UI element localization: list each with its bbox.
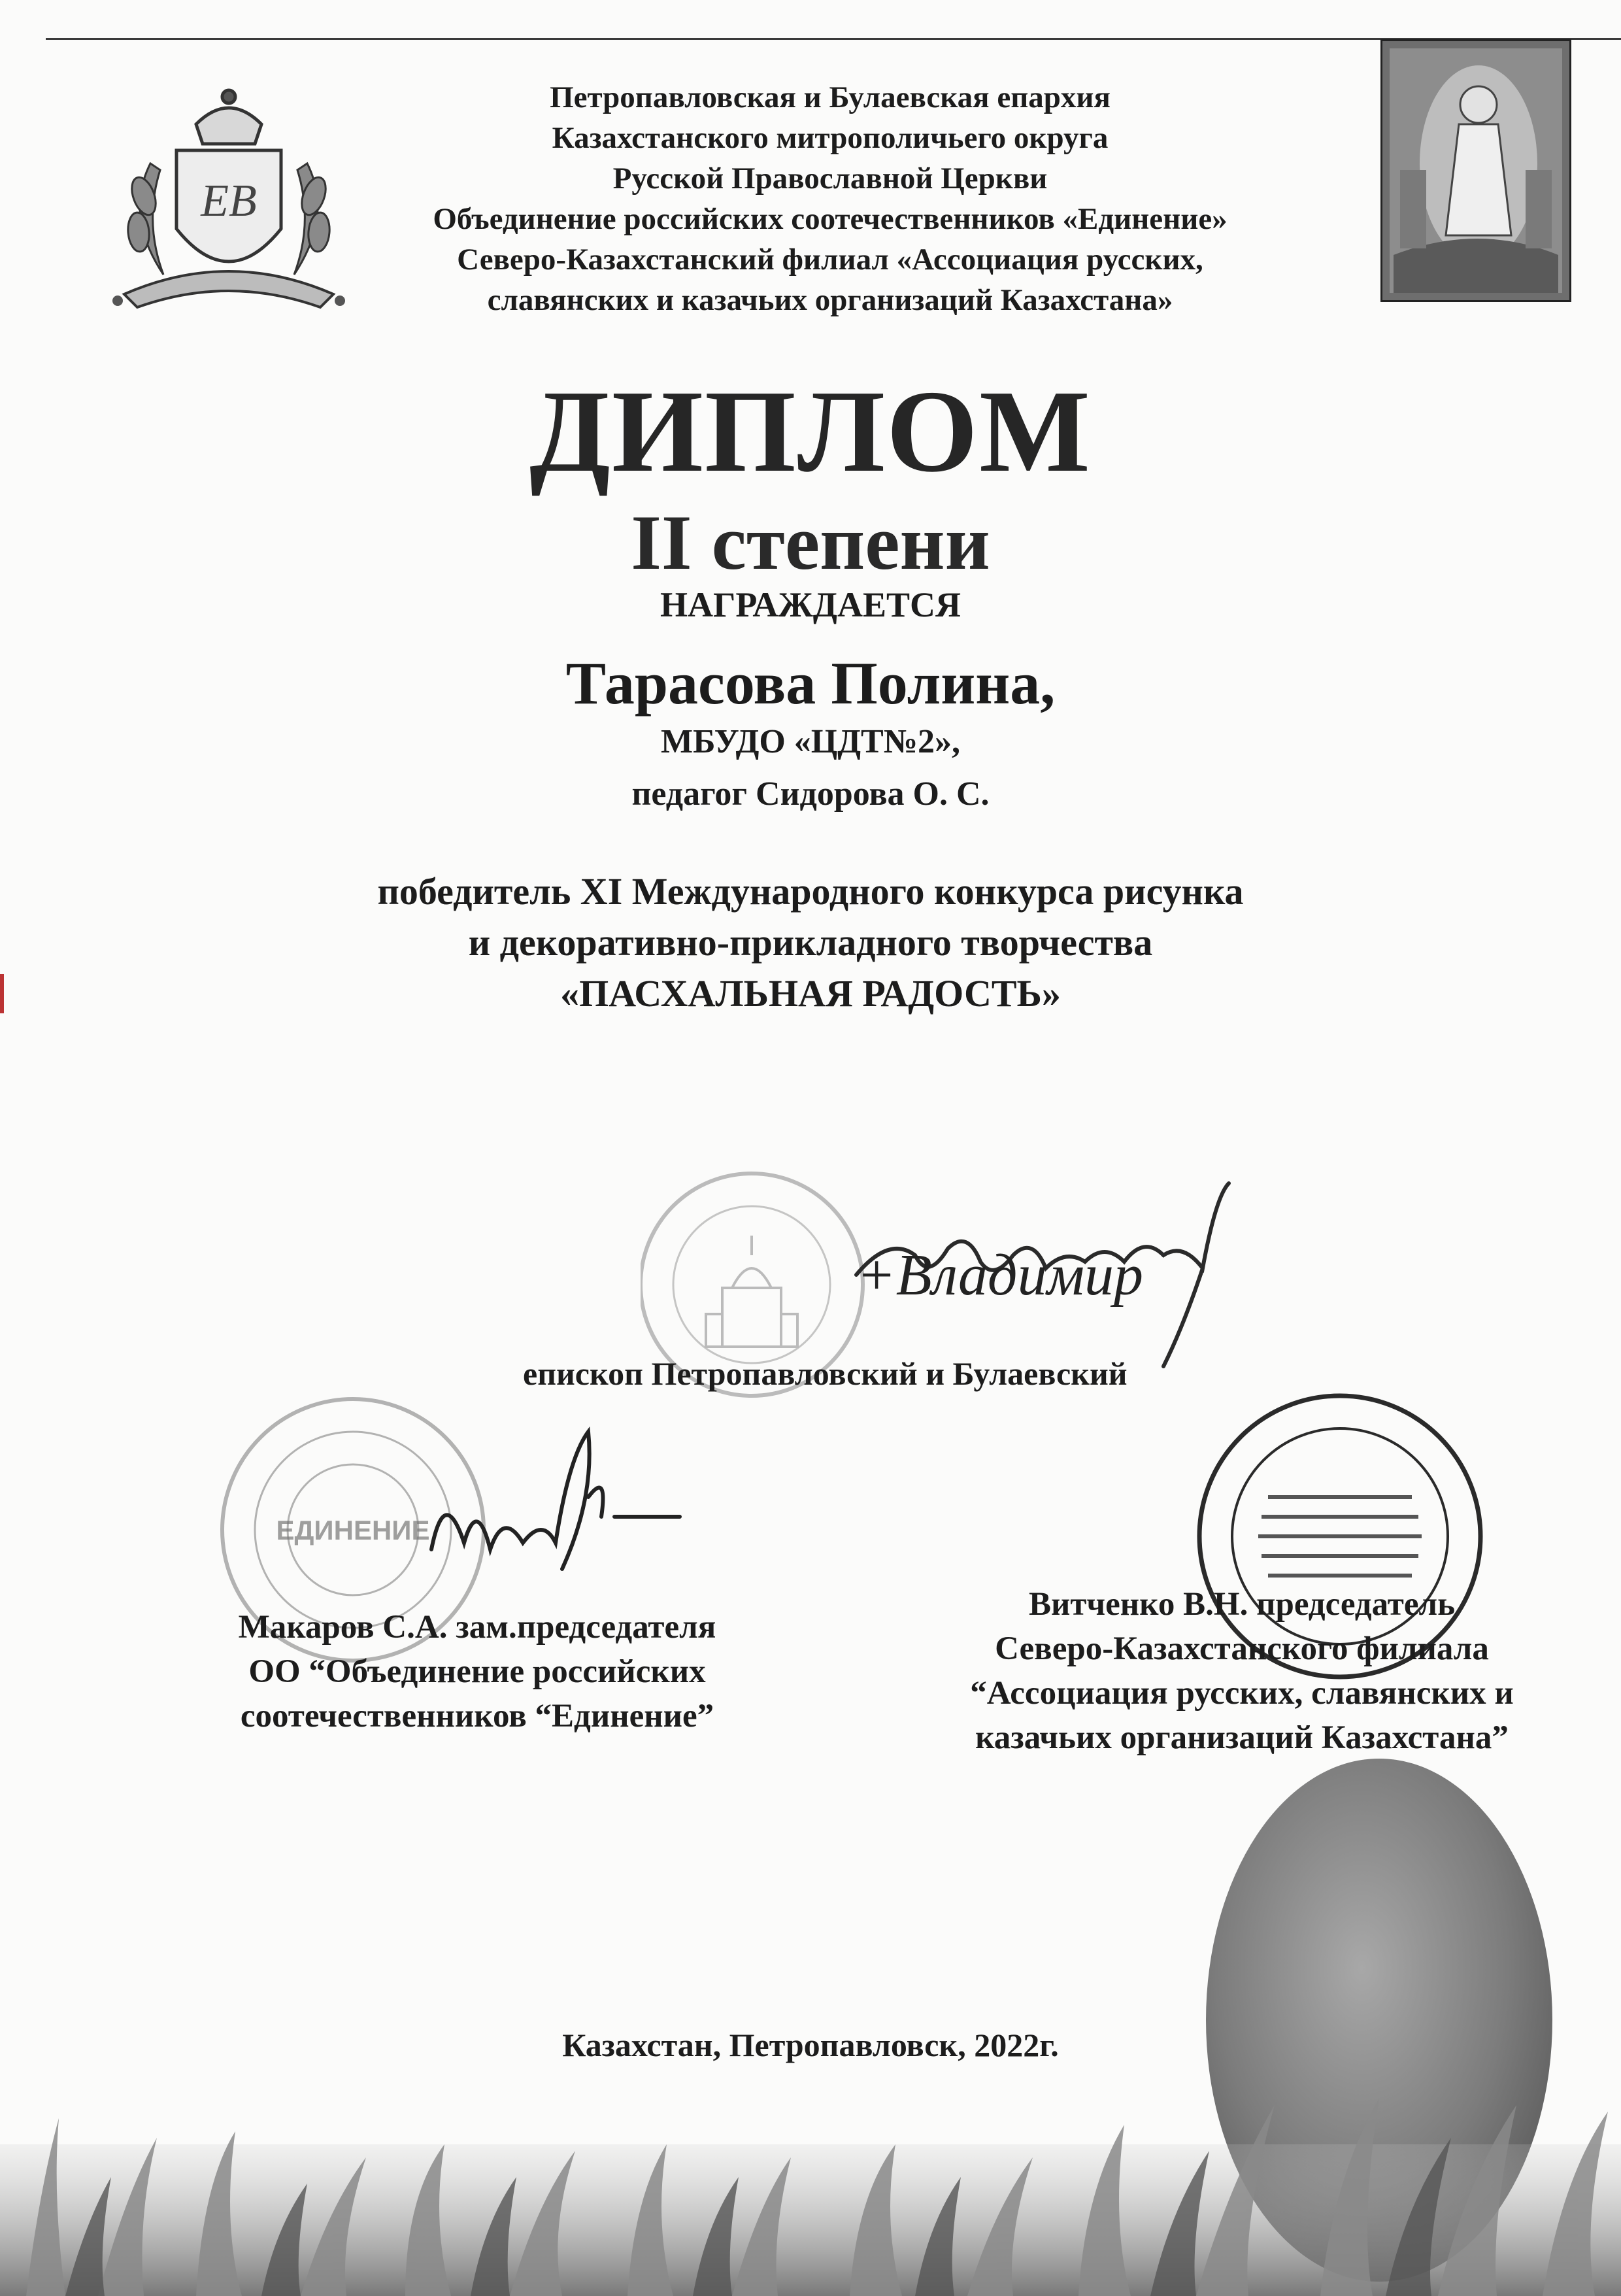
diploma-title: ДИПЛОМ xyxy=(529,366,1092,496)
winner-line: «ПАСХАЛЬНАЯ РАДОСТЬ» xyxy=(560,972,1061,1015)
stamp-center-text: ЕДИНЕНИЕ xyxy=(276,1515,430,1545)
header-line: Казахстанского митрополичьего округа xyxy=(552,121,1109,155)
header-line: славянских и казачьих организаций Казахстана» xyxy=(487,283,1173,317)
issuer-header xyxy=(366,77,1294,320)
winner-line: и декоративно-прикладного творчества xyxy=(468,921,1153,964)
header-line: Объединение российских соотечественников «Единение» xyxy=(433,202,1228,236)
diploma-degree: II степени xyxy=(631,499,990,586)
signatory-right-line: Витченко В.Н. председатель xyxy=(1028,1586,1456,1623)
signatory-right-line: Северо-Казахстанского филиала xyxy=(995,1630,1489,1667)
signatory-left-line: соотечественников “Единение” xyxy=(240,1698,714,1734)
winner-statement xyxy=(0,866,1621,1019)
signatory-right-line: “Ассоциация русских, славянских и xyxy=(970,1675,1514,1712)
header-line: Русской Православной Церкви xyxy=(612,161,1048,195)
bishop-signature: +Владимир xyxy=(856,1243,1144,1308)
header-line: Северо-Казахстанский филиал «Ассоциация русских, xyxy=(457,243,1203,277)
resurrection-icon-image xyxy=(1380,39,1571,302)
signatory-left xyxy=(170,1605,784,1738)
signatory-left-line: Макаров С.А. зам.председателя xyxy=(238,1609,716,1646)
recipient-name: Тарасова Полина, xyxy=(565,650,1056,717)
recipient-organization: МБУДО «ЦДТ№2», xyxy=(661,723,960,760)
teacher-name: педагог Сидорова О. С. xyxy=(631,775,990,813)
logo-monogram: ЕВ xyxy=(201,176,257,226)
awarded-label: НАГРАЖДАЕТСЯ xyxy=(660,585,961,624)
grass-illustration xyxy=(0,2027,1621,2296)
makarov-signature xyxy=(392,1419,693,1589)
signatory-right-line: казачьих организаций Казахстана” xyxy=(975,1719,1509,1756)
signatory-left-line: ОО “Объединение российских xyxy=(248,1653,706,1690)
place-and-date: Казахстан, Петропавловск, 2022г. xyxy=(562,2027,1059,2063)
winner-line: победитель XI Международного конкурса рисунка xyxy=(377,870,1244,913)
diocese-logo xyxy=(98,78,359,327)
header-line: Петропавловская и Булаевская епархия xyxy=(550,80,1111,114)
bishop-title: епископ Петропавловский и Булаевский xyxy=(523,1355,1128,1392)
